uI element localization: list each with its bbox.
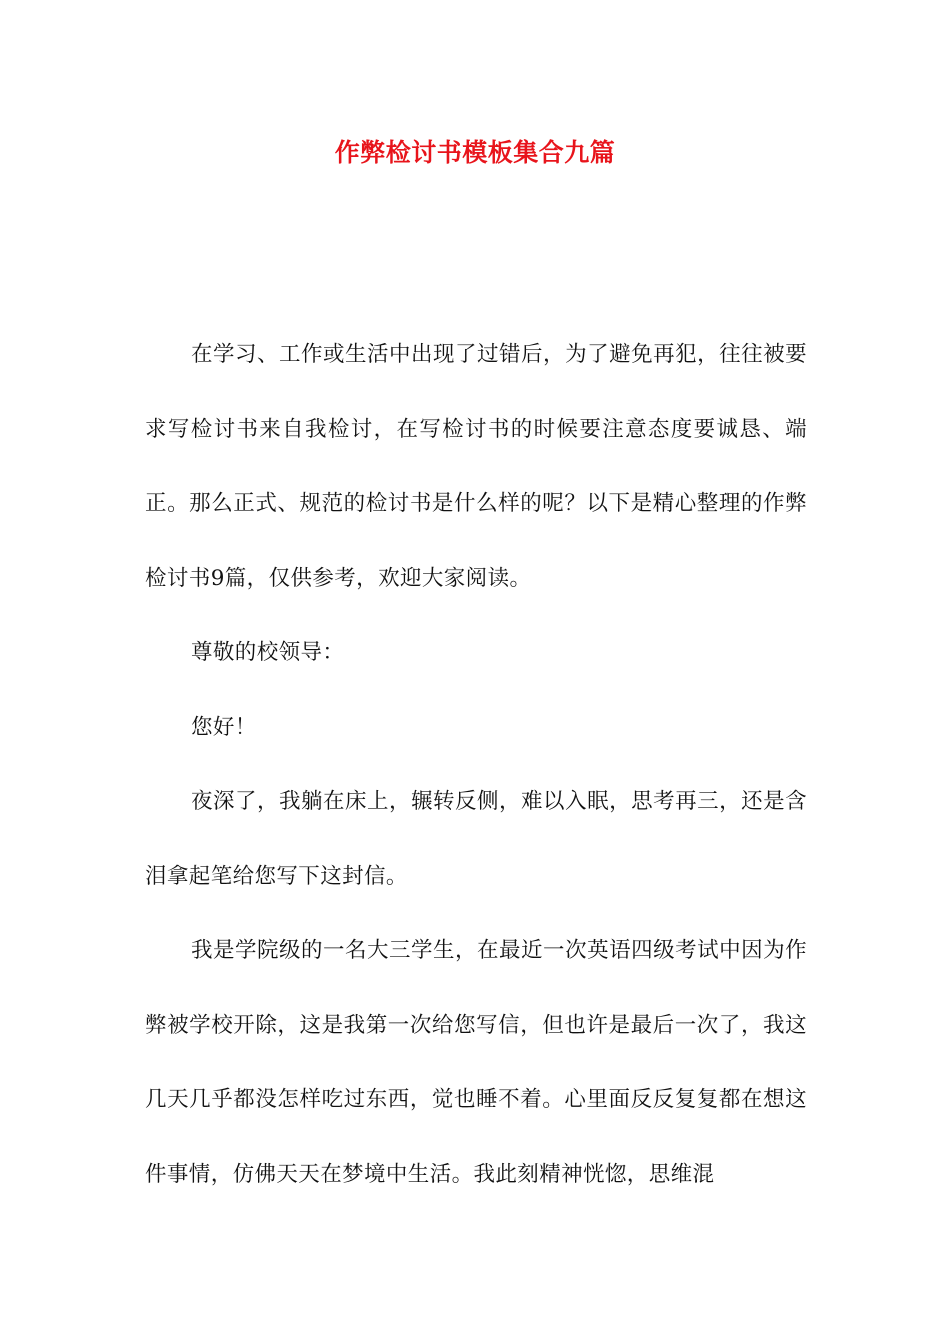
salutation: 尊敬的校领导： — [191, 640, 345, 665]
greeting: 您好！ — [191, 714, 257, 740]
body-paragraph: 夜深了，我躺在床上，辗转反侧，难以入眠，思考再三，还是含泪拿起笔给您写下这封信。 — [145, 789, 807, 889]
document-title: 作弊检讨书模板集合九篇 — [334, 138, 616, 167]
intro-paragraph: 在学习、工作或生活中出现了过错后，为了避免再犯，往往被要求写检讨书来自我检讨，在写检讨书的时候要注意态度要诚恳、端正。那么正式、规范的检讨书是什么样的呢？以下是精心整理的作弊检讨书9篇，仅供参考，欢迎大家阅读。 — [145, 342, 807, 591]
body-paragraph: 我是学院级的一名大三学生，在最近一次英语四级考试中因为作弊被学校开除，这是我第一次给您写信，但也许是最后一次了，我这几天几乎都没怎样吃过东西，觉也睡不着。心里面反反复复都在想这件事情，仿佛天天在梦境中生活。我此刻精神恍惚，思维混 — [145, 938, 807, 1187]
document-body — [145, 318, 807, 1212]
